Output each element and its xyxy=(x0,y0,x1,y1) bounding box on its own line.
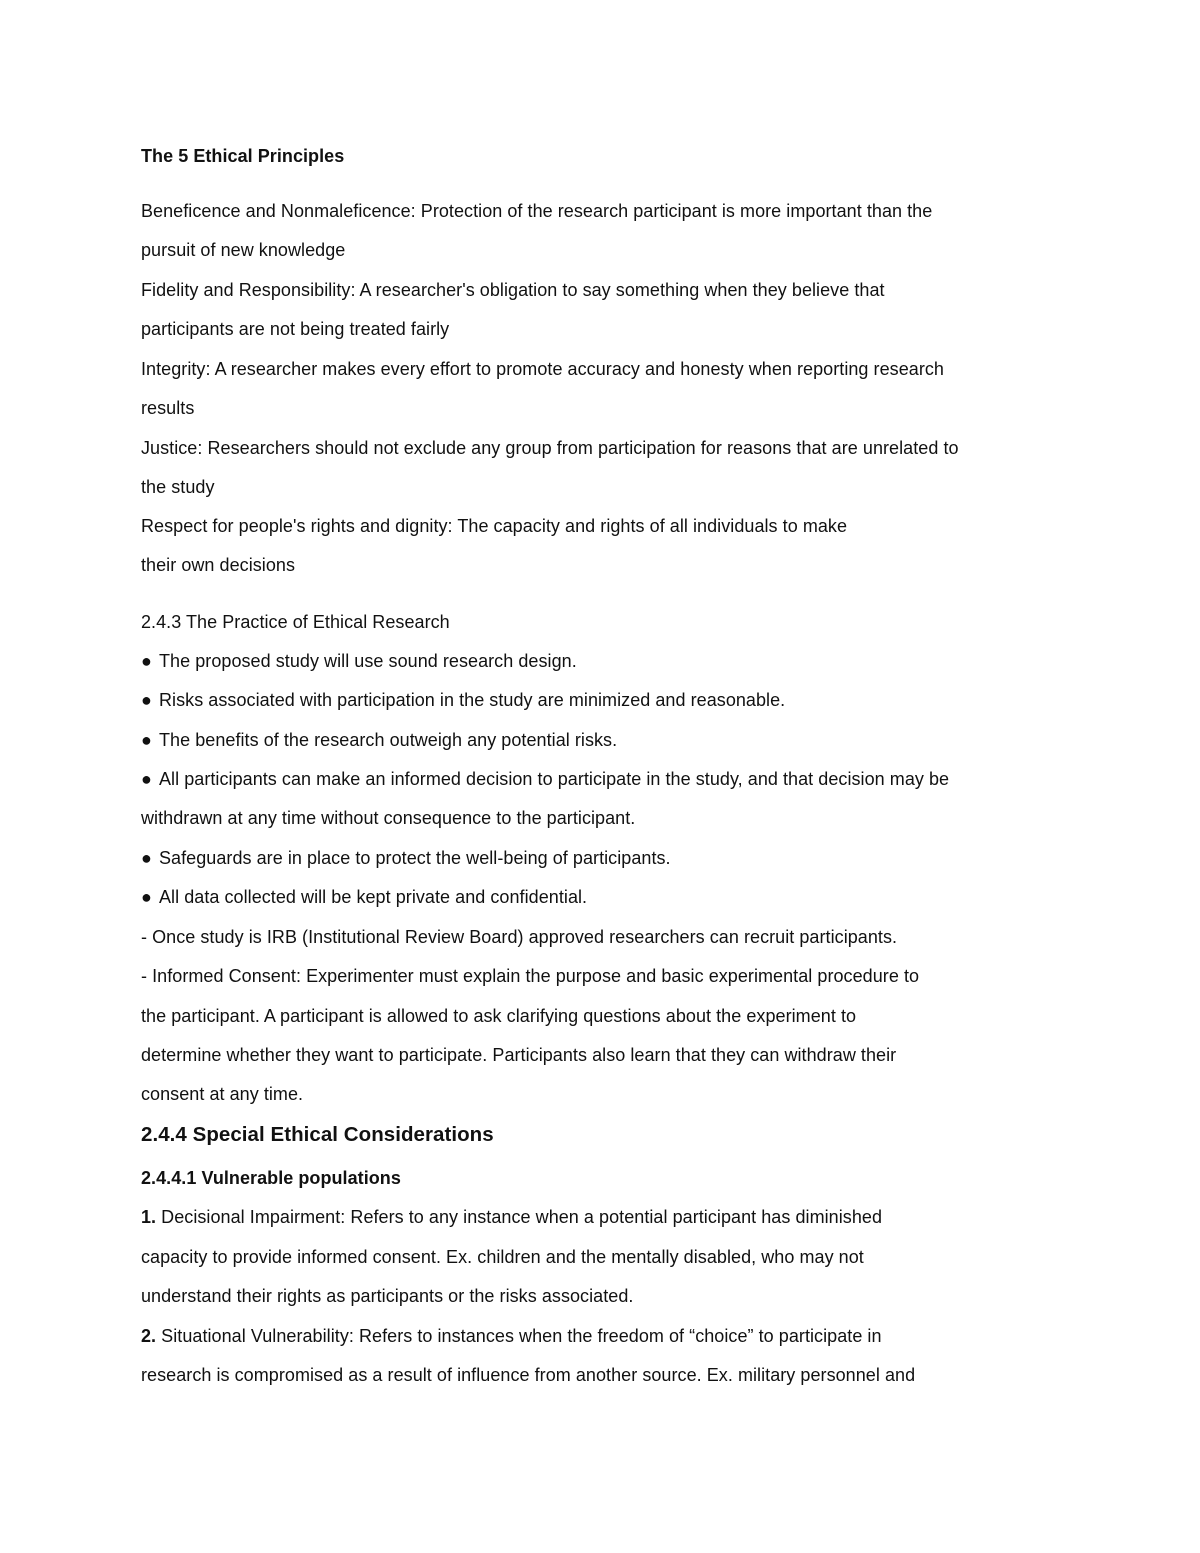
section-title-special-considerations: 2.4.4 Special Ethical Considerations xyxy=(141,1123,494,1146)
bullet-text: The benefits of the research outweigh any potential risks. xyxy=(159,730,618,750)
item-text: Decisional Impairment: Refers to any instance when a potential participant has diminished xyxy=(156,1207,883,1227)
bullet-icon: ● xyxy=(141,651,152,671)
bullet-text: Safeguards are in place to protect the well-being of participants. xyxy=(159,848,671,868)
principle-fidelity-line1: Fidelity and Responsibility: A researcher's obligation to say something when they believe that xyxy=(141,280,885,300)
principle-integrity-line1: Integrity: A researcher makes every effort to promote accuracy and honesty when reporting research xyxy=(141,359,944,379)
principle-beneficence-line2: pursuit of new knowledge xyxy=(141,240,346,260)
item-number: 1. xyxy=(141,1207,157,1227)
bullet-icon: ● xyxy=(141,887,152,907)
numbered-item-continuation: understand their rights as participants or the risks associated. xyxy=(141,1286,634,1306)
principle-justice-line1: Justice: Researchers should not exclude any group from participation for reasons that are unrelated to xyxy=(141,438,959,458)
principle-integrity-line2: results xyxy=(141,398,195,418)
bullet-text: Risks associated with participation in the study are minimized and reasonable. xyxy=(159,690,786,710)
bullet-item xyxy=(141,846,671,870)
bullet-item xyxy=(141,885,587,909)
dash-item-informed-consent: - Informed Consent: Experimenter must explain the purpose and basic experimental procedure to xyxy=(141,966,920,986)
bullet-item xyxy=(141,767,949,791)
section-title-practice: 2.4.3 The Practice of Ethical Research xyxy=(141,612,450,632)
numbered-item-continuation: research is compromised as a result of influence from another source. Ex. military personnel and xyxy=(141,1365,916,1385)
bullet-icon: ● xyxy=(141,690,152,710)
item-number: 2. xyxy=(141,1326,157,1346)
item-text: Situational Vulnerability: Refers to instances when the freedom of “choice” to participate in xyxy=(156,1326,882,1346)
principle-fidelity-line2: participants are not being treated fairly xyxy=(141,319,450,339)
bullet-icon: ● xyxy=(141,848,152,868)
bullet-text: All data collected will be kept private and confidential. xyxy=(159,887,588,907)
bullet-item xyxy=(141,649,577,673)
bullet-icon: ● xyxy=(141,730,152,750)
dash-item-irb: - Once study is IRB (Institutional Review Board) approved researchers can recruit participants. xyxy=(141,927,898,947)
principle-respect-line1: Respect for people's rights and dignity: The capacity and rights of all individuals to make xyxy=(141,516,848,536)
consent-continuation: the participant. A participant is allowed to ask clarifying questions about the experiment to xyxy=(141,1006,857,1026)
principle-respect-line2: their own decisions xyxy=(141,555,296,575)
bullet-continuation: withdrawn at any time without consequence to the participant. xyxy=(141,808,636,828)
numbered-item-continuation: capacity to provide informed consent. Ex. children and the mentally disabled, who may not xyxy=(141,1247,864,1267)
bullet-text: All participants can make an informed decision to participate in the study, and that decision may be xyxy=(159,769,950,789)
principle-beneficence-line1: Beneficence and Nonmaleficence: Protection of the research participant is more important than the xyxy=(141,201,933,221)
consent-continuation: determine whether they want to participate. Participants also learn that they can withdraw their xyxy=(141,1045,897,1065)
principle-justice-line2: the study xyxy=(141,477,215,497)
bullet-text: The proposed study will use sound research design. xyxy=(159,651,577,671)
subsection-title-vulnerable: 2.4.4.1 Vulnerable populations xyxy=(141,1168,401,1188)
bullet-icon: ● xyxy=(141,769,152,789)
bullet-item xyxy=(141,688,785,712)
numbered-item xyxy=(141,1205,882,1229)
section-title-ethical-principles: The 5 Ethical Principles xyxy=(141,146,345,166)
numbered-item xyxy=(141,1324,882,1348)
bullet-item xyxy=(141,728,617,752)
consent-continuation: consent at any time. xyxy=(141,1084,304,1104)
